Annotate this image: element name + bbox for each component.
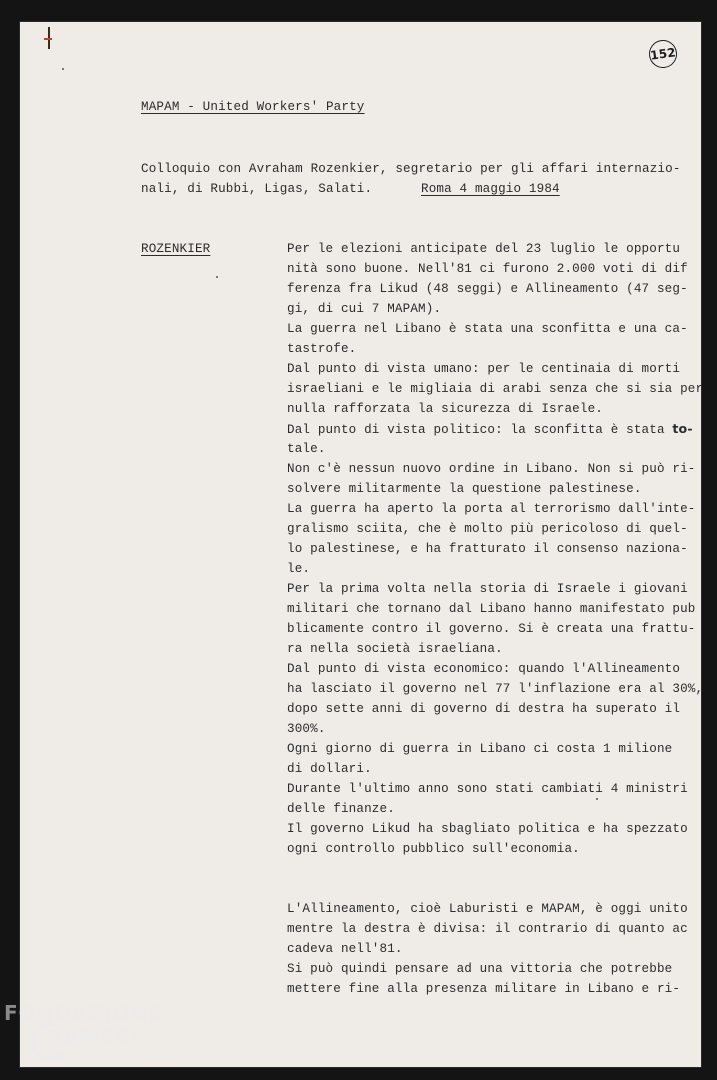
body-text: Dal punto di vista politico: la sconfitta è stata <box>287 423 673 437</box>
body-line: Dal punto di vista economico: quando l'Allineamento <box>287 662 681 676</box>
document-date: Roma 4 maggio 1984 <box>421 182 560 196</box>
body-line: cadeva nell'81. <box>287 942 403 956</box>
body-line: La guerra ha aperto la porta al terrorismo dall'inte- <box>287 502 696 516</box>
paper-speck <box>596 798 598 800</box>
body-line: lo palestinese, e ha fratturato il consenso naziona- <box>287 542 688 556</box>
body-line: ogni controllo pubblico sull'economia. <box>287 842 580 856</box>
body-line: mentre la destra è divisa: il contrario di quanto ac <box>287 922 688 936</box>
body-line: La guerra nel Libano è stata una sconfitta e una ca- <box>287 322 688 336</box>
watermark-line-2: RAMSCI <box>46 1025 140 1049</box>
body-line: nità sono buone. Nell'81 ci furono 2.000 voti di dif <box>287 262 688 276</box>
handwritten-correction: to- <box>672 421 693 436</box>
watermark-line-3: onlus <box>146 1050 171 1060</box>
body-line: Si può quindi pensare ad una vittoria che potrebbe <box>287 962 673 976</box>
body-line: nulla rafforzata la sicurezza di Israele. <box>287 402 604 416</box>
body-line: Durante l'ultimo anno sono stati cambiati 4 ministri <box>287 782 688 796</box>
paper-speck <box>62 68 64 70</box>
body-line: Dal punto di vista umano: per le centinaia di morti <box>287 362 681 376</box>
speaker-name: ROZENKIER <box>141 242 211 256</box>
document-page <box>20 22 704 1067</box>
body-line: gi, di cui 7 MAPAM). <box>287 302 442 316</box>
body-line: solvere militarmente la questione palestinese. <box>287 482 642 496</box>
body-line: tale. <box>287 442 326 456</box>
body-line: di dollari. <box>287 762 372 776</box>
body-line: gralismo sciita, che è molto più pericoloso di quel- <box>287 522 688 536</box>
document-title: MAPAM - United Workers' Party <box>141 100 365 114</box>
intro-line-2: nali, di Rubbi, Ligas, Salati. <box>141 182 373 196</box>
ink-mark-red <box>44 38 52 40</box>
body-line: dopo sette anni di governo di destra ha superato il <box>287 702 681 716</box>
body-line: le. <box>287 562 311 576</box>
body-line: israeliani e le migliaia di arabi senza che si sia per <box>287 382 704 396</box>
body-line: Per la prima volta nella storia di Israele i giovani <box>287 582 688 596</box>
body-line: mettere fine alla presenza militare in Libano e ri- <box>287 982 681 996</box>
body-line: militari che tornano dal Libano hanno manifestato pub <box>287 602 696 616</box>
body-line: tastrofe. <box>287 342 357 356</box>
watermark-line-1: FONDAZIONE <box>4 1001 163 1025</box>
body-line: 300%. <box>287 722 326 736</box>
body-line <box>287 423 693 437</box>
body-line: Ogni giorno di guerra in Libano ci costa 1 milione <box>287 742 673 756</box>
archive-watermark <box>4 1001 171 1060</box>
body-line: L'Allineamento, cioè Laburisti e MAPAM, è oggi unito <box>287 902 688 916</box>
paper-speck <box>216 276 218 278</box>
body-line: blicamente contro il governo. Si è creata una frattu- <box>287 622 696 636</box>
body-line: Per le elezioni anticipate del 23 luglio le opportu <box>287 242 681 256</box>
page-number-stamp: 152 <box>647 38 679 70</box>
body-line: ha lasciato il governo nel 77 l'inflazione era al 30%, <box>287 682 704 696</box>
intro-line-1: Colloquio con Avraham Rozenkier, segretario per gli affari internazio- <box>141 162 681 176</box>
body-line: delle finanze. <box>287 802 395 816</box>
body-line: ferenza fra Likud (48 seggi) e Allineamento (47 seg- <box>287 282 688 296</box>
body-line: Non c'è nessun nuovo ordine in Libano. Non si può ri- <box>287 462 696 476</box>
body-line: ra nella società israeliana. <box>287 642 503 656</box>
body-line: Il governo Likud ha sbagliato politica e ha spezzato <box>287 822 688 836</box>
